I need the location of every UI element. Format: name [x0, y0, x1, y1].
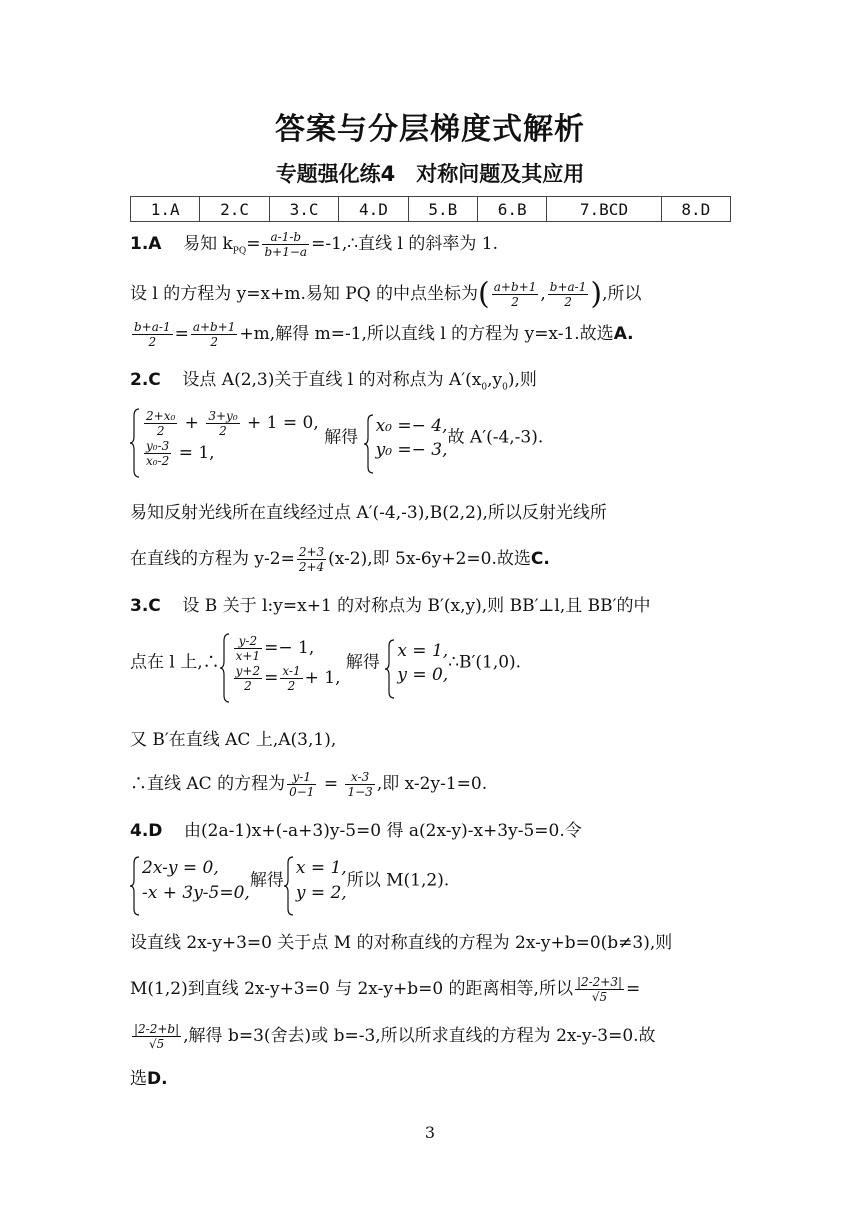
q1-text: ,所以 — [602, 284, 642, 304]
q1-answer: A. — [613, 324, 634, 344]
q1-line-1 — [130, 230, 498, 264]
answer-row — [131, 197, 731, 222]
answer-cell: 4.D — [339, 197, 408, 222]
fraction: $\frac{a-1-b}{b+1-a}$ — [264, 230, 308, 259]
q4-system-line: 2x-y = 0, -x + 3y-5=0, 解得 x = 1, y = 2, 所以 M(1,2). — [130, 856, 449, 906]
solution-system: x = 1, y = 0, — [385, 639, 448, 687]
answer-cell: 2.C — [200, 197, 269, 222]
equation-system: 2x-y = 0, -x + 3y-5=0, — [130, 856, 250, 906]
answer-cell: 6.B — [478, 197, 547, 222]
q1-line-3: $\frac{b+a-1}{2}$ = $\frac{a+b+1}{2}$ +m,解得 m=-1,所以直线 l 的方程为 y=x-1.故选A. — [134, 320, 634, 349]
brace-icon — [364, 414, 374, 474]
q3-text: 设 B 关于 l:y=x+1 的对称点为 B′(x,y),则 BB′⊥l,且 BB′的中 — [182, 596, 651, 616]
q1-eq: = — [246, 234, 261, 254]
q2-text: 解得 — [324, 427, 359, 448]
q3-label: 3.C — [130, 596, 161, 616]
section-title: 专题强化练4 对称问题及其应用 — [275, 162, 585, 186]
q3-line-4: ∴直线 AC 的方程为 $\frac{y-1}{0-1}$ = $\frac{x-3}{1-3}$ ,即 x-2y-1=0. — [130, 770, 488, 799]
answer-cell: 1.A — [131, 197, 200, 222]
q3-line-1 — [130, 593, 651, 619]
solution-system: x₀ =− 4, y₀ =− 3, — [364, 414, 448, 462]
q4-line-3: 设直线 2x-y+3=0 关于点 M 的对称直线的方程为 2x-y+b=0(b≠3),则 — [130, 933, 673, 953]
q1-label: 1.A — [130, 234, 162, 254]
answer-cell: 8.D — [661, 197, 730, 222]
page-title: 答案与分层梯度式解析 — [275, 112, 585, 147]
q4-line-5: $\frac{|2-2+b|}{√5}$ ,解得 b=3(舍去)或 b=-3,所以所求直线的方程为 2x-y-3=0.故 — [134, 1022, 656, 1051]
q2-line-1: 2.C 设点 A(2,3)关于直线 l 的对称点为 $A'(x_0,y_0)$,则 — [130, 370, 537, 393]
fraction: $\frac{a+b+1}{2}$ — [192, 320, 236, 349]
page-number: 3 — [424, 1123, 436, 1142]
q3-line-3: 又 B′在直线 AC 上,A(3,1), — [130, 730, 337, 750]
q4-line-6: 选D. — [130, 1069, 168, 1089]
answer-cell: 7.BCD — [547, 197, 661, 222]
q4-line-4: M(1,2)到直线 2x-y+3=0 与 2x-y+b=0 的距离相等,所以 $\frac{|2-2+3|}{√5}$ = — [130, 975, 641, 1004]
q2-text: 故 A′(-4,-3). — [447, 427, 544, 448]
q2-answer: C. — [530, 549, 550, 569]
q3-system-line: 点在 l 上,∴ $\frac{y-2}{x+1}$ =− 1, $\frac{y+2}{2}$ = $\frac{x-1}{2}$ + 1, 解得 x = 1, y = 0, ∴B′(1,0). — [130, 633, 521, 693]
brace-icon — [385, 639, 395, 699]
q2-text: 设点 A(2,3)关于直线 l 的对称点为 A′(x — [182, 370, 482, 390]
q1-text: =-1,∴直线 l 的斜率为 1. — [311, 234, 498, 254]
fraction: $\frac{b+a-1}{2}$ — [549, 280, 587, 309]
q1-text: 设 l 的方程为 y=x+m.易知 PQ 的中点坐标为 — [130, 284, 479, 304]
q1-text: 易知 k — [183, 234, 233, 254]
equation-system: $\frac{\text{2+x₀}}{2}$ + $\frac{\text{3+y₀}}{2}$ + 1 = 0, $\frac{\text{y₀-3}}{\text{x₀-2}}$ = 1, — [130, 408, 319, 468]
equation-system: $\frac{y-2}{x+1}$ =− 1, $\frac{y+2}{2}$ = $\frac{x-1}{2}$ + 1, — [220, 633, 341, 693]
q4-label: 4.D — [130, 821, 163, 841]
q1-line-2: 设 l 的方程为 y=x+m.易知 PQ 的中点坐标为( $\frac{a+b+1}{2}$ , $\frac{b+a-1}{2}$ ),所以 — [130, 276, 642, 312]
q3-text: 点在 l 上,∴ — [130, 652, 220, 673]
brace-icon — [130, 408, 140, 478]
q2-line-4: 易知反射光线所在直线经过点 A′(-4,-3),B(2,2),所以反射光线所 — [130, 503, 607, 523]
q4-line-1 — [130, 818, 582, 844]
brace-icon — [220, 633, 230, 703]
brace-icon — [284, 856, 294, 916]
brace-icon — [130, 856, 140, 916]
q4-text: 由(2a-1)x+(-a+3)y-5=0 得 a(2x-y)-x+3y-5=0.令 — [184, 821, 582, 841]
answer-table — [130, 196, 731, 222]
q2-label: 2.C — [130, 370, 161, 390]
answer-cell: 3.C — [269, 197, 338, 222]
q1-sub: PQ — [232, 246, 247, 257]
q2-system-line — [130, 408, 543, 468]
q1-text: +m,解得 m=-1,所以直线 l 的方程为 y=x-1.故选 — [239, 324, 614, 344]
q4-answer: D. — [147, 1069, 168, 1089]
q2-line-5: 在直线的方程为 y-2= $\frac{2+3}{2+4}$ (x-2),即 5x-6y+2=0.故选C. — [130, 545, 550, 574]
answer-cell: 5.B — [408, 197, 477, 222]
fraction: $\frac{b+a-1}{2}$ — [134, 320, 171, 349]
solution-system: x = 1, y = 2, — [284, 856, 347, 906]
fraction: $\frac{a+b+1}{2}$ — [493, 280, 537, 309]
